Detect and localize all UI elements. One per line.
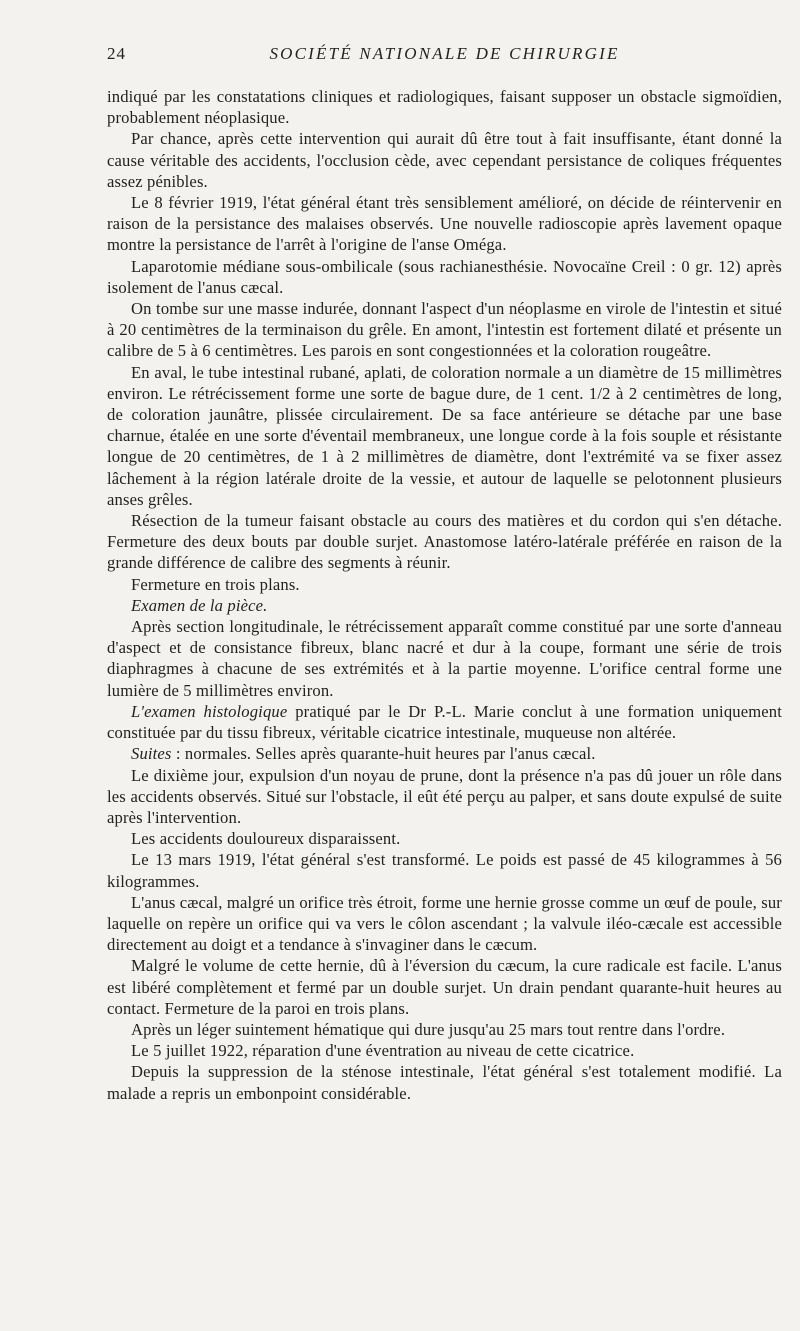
examen-title: Examen de la pièce. xyxy=(131,595,268,615)
paragraph: Le 8 février 1919, l'état général étant très sensiblement amélioré, on décide de réintervenir en raison de la persistance des malaises observés. Une nouvelle radioscopie après lavement opaque montre la persistance de l'arrêt à l'origine de l'anse Oméga. xyxy=(107,193,782,255)
paragraph: Le dixième jour, expulsion d'un noyau de prune, dont la présence n'a pas dû jouer un rôle dans les accidents observés. Situé sur l'obstacle, il eût été perçu au palper, et sans doute expulsé de suite après l'intervention. xyxy=(107,765,782,827)
running-title: SOCIÉTÉ NATIONALE DE CHIRURGIE xyxy=(269,44,620,63)
body-text xyxy=(107,86,782,1104)
paragraph: Malgré le volume de cette hernie, dû à l'éversion du cæcum, la cure radicale est facile. L'anus est libéré complètement et fermé par un double surjet. Un drain pendant quarante-huit heures au contact. Fermeture de la paroi en trois plans. xyxy=(107,956,782,1018)
paragraph: Le 13 mars 1919, l'état général s'est transformé. Le poids est passé de 45 kilogrammes à 56 kilogrammes. xyxy=(107,850,782,891)
paragraph: Par chance, après cette intervention qui aurait dû être tout à fait insuffisante, étant donné la cause véritable des accidents, l'occlusion cède, avec cependant persistance de coliques fréquentes assez pénibles. xyxy=(107,129,782,191)
paragraph: En aval, le tube intestinal rubané, aplati, de coloration normale a un diamètre de 15 millimètres environ. Le rétrécissement forme une sorte de bague dure, de 1 cent. 1/2 à 2 centimètres de long, de coloration jaunâtre, plissée circulairement. De sa face antérieure se détache par une base charnue, étalée en une sorte d'éventail membraneux, une longue corde à la fois souple et résistante longue de 20 centimètres, de 1 à 2 millimètres de diamètre, dont l'extrémité va se fixer assez lâchement à la région latérale droite de la vessie, et autour de laquelle se pelotonnent plusieurs anses grêles. xyxy=(107,362,782,509)
paragraph: indiqué par les constatations cliniques et radiologiques, faisant supposer un obstacle sigmoïdien, probablement néoplasique. xyxy=(107,87,782,128)
paragraph: Laparotomie médiane sous-ombilicale (sous rachianesthésie. Novocaïne Creil : 0 gr. 12) après isolement de l'anus cæcal. xyxy=(107,256,782,297)
paragraph: Après un léger suintement hématique qui dure jusqu'au 25 mars tout rentre dans l'ordre. xyxy=(131,1019,726,1039)
section-heading xyxy=(107,595,782,616)
paragraph: Après section longitudinale, le rétrécissement apparaît comme constitué par une sorte d'anneau d'aspect et de consistance fibreux, blanc nacré et dur à la coupe, formant une série de trois diaphragmes à chacune de ses extrémités et à la partie moyenne. L'orifice central forme une lumière de 5 millimètres environ. xyxy=(107,617,782,700)
paragraph: Depuis la suppression de la sténose intestinale, l'état général s'est totalement modifié. La malade a repris un embonpoint considérable. xyxy=(107,1062,782,1103)
paragraph: On tombe sur une masse indurée, donnant l'aspect d'un néoplasme en virole de l'intestin et situé à 20 centimètres de la terminaison du grêle. En amont, l'intestin est fortement dilaté et présente un calibre de 5 à 6 centimètres. Les parois en sont congestionnées et la coloration rougeâtre. xyxy=(107,299,782,361)
histo-label: L'examen histologique xyxy=(131,701,288,721)
paragraph: Résection de la tumeur faisant obstacle au cours des matières et du cordon qui s'en détache. Fermeture des deux bouts par double surjet. Anastomose latéro-latérale préférée en raison de la grande différence de calibre des segments à réunir. xyxy=(107,511,782,573)
histo-text: pratiqué par le Dr P.-L. Marie conclut à une formation uniquement constituée par du tissu fibreux, véritable cicatrice intestinale, muqueuse non altérée. xyxy=(107,701,783,743)
page-header xyxy=(107,44,782,66)
suites-text: : normales. Selles après quarante-huit heures par l'anus cæcal. xyxy=(171,744,596,764)
suites-label: Suites xyxy=(131,744,172,764)
paragraph xyxy=(107,743,782,764)
paragraph xyxy=(107,701,782,743)
page-number: 24 xyxy=(107,44,126,63)
paragraph: Le 5 juillet 1922, réparation d'une éventration au niveau de cette cicatrice. xyxy=(131,1041,635,1061)
paragraph: Fermeture en trois plans. xyxy=(131,574,300,594)
paragraph: L'anus cæcal, malgré un orifice très étroit, forme une hernie grosse comme un œuf de poule, sur laquelle on repère un orifice qui va vers le côlon ascendant ; la valvule iléo-cæcale est accessible directement au doigt et a tendance à s'invaginer dans le cæcum. xyxy=(107,892,782,955)
paragraph: Les accidents douloureux disparaissent. xyxy=(131,829,401,849)
